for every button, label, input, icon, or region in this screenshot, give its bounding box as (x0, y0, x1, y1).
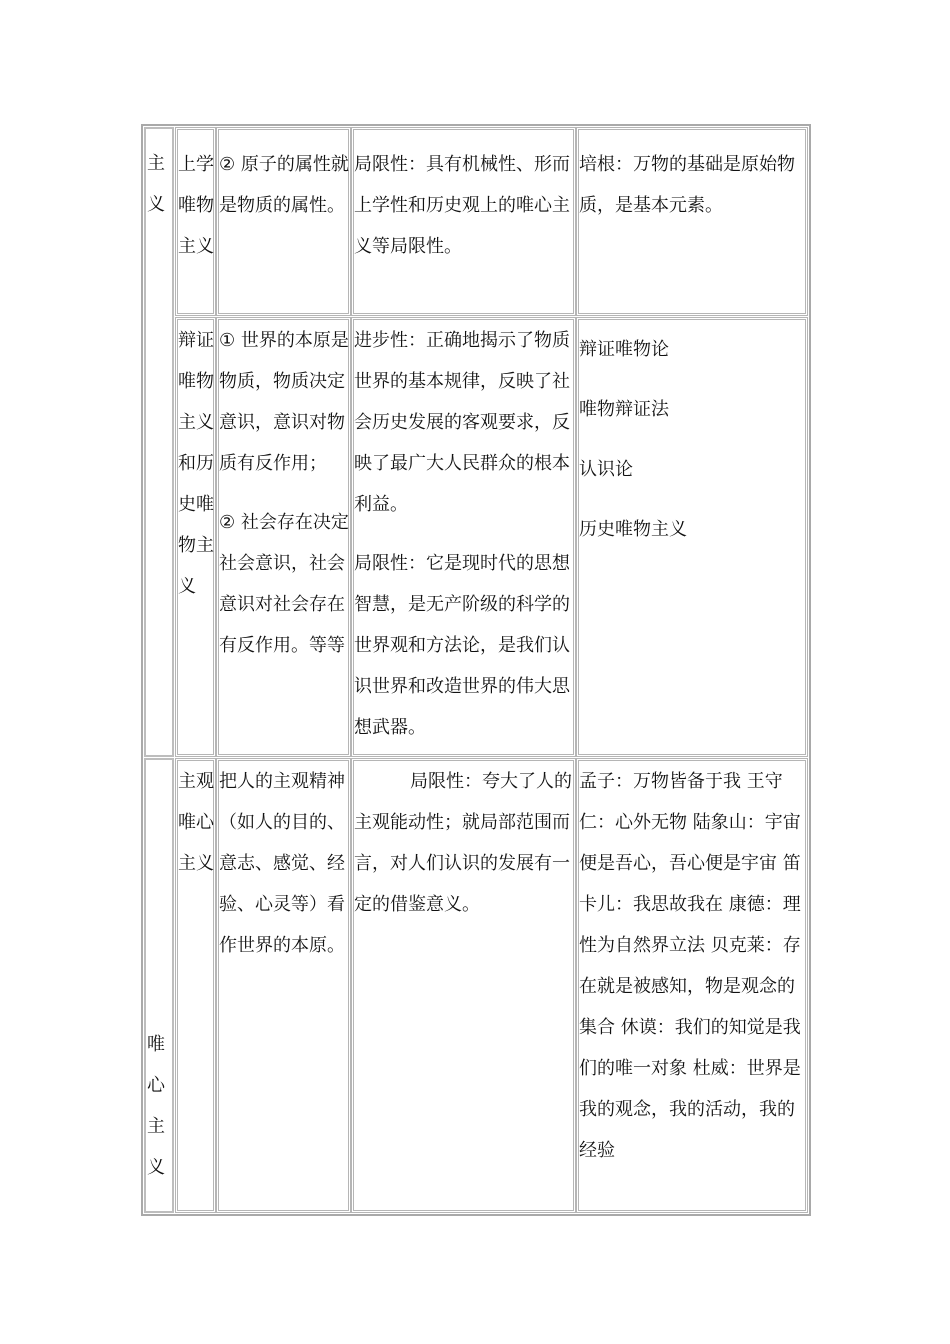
row-2-view-list (219, 320, 351, 666)
row-1-name-cell (175, 127, 216, 316)
row-1-view: ② 原子的属性就是物质的属性。 (219, 154, 349, 216)
row-2-evaluation-cell (351, 317, 576, 757)
row-2-name-cell (175, 317, 216, 757)
row-3-evaluation: 局限性：夸大了人的主观能动性；就局部范围而言，对人们认识的发展有一定的借鉴意义。 (354, 771, 572, 915)
row-2-view-point: ① 世界的本原是物质，物质决定意识，意识对物质有反作用； (219, 330, 349, 474)
row-1-representatives-cell (576, 127, 808, 316)
row-3-name-cell (175, 758, 216, 1213)
row-1-view-cell (216, 127, 351, 316)
category-cell-materialism (144, 127, 174, 757)
representative-item: 唯物辩证法 (579, 399, 669, 420)
row-1-evaluation-cell (351, 127, 576, 316)
representative-item: 认识论 (579, 459, 633, 480)
row-2-evaluation-point: 进步性：正确地揭示了物质世界的基本规律，反映了社会历史发展的客观要求，反映了最广大人民群众的根本利益。 (354, 330, 570, 515)
row-3-name: 主观唯心主义 (178, 771, 214, 874)
row-2-evaluation-list (354, 320, 574, 748)
row-2-name: 辩证唯物主义和历史唯物主义 (178, 330, 214, 597)
row-2-evaluation-point: 局限性：它是现时代的思想智慧，是无产阶级的科学的世界观和方法论，是我们认识世界和改造世界的伟大思想武器。 (354, 553, 570, 738)
row-3-view: 把人的主观精神（如人的目的、意志、感觉、经验、心灵等）看作世界的本原。 (219, 771, 345, 956)
row-2-view-cell (216, 317, 351, 757)
row-3-view-cell (216, 758, 351, 1213)
row-3-evaluation-cell (351, 758, 576, 1213)
row-2-representatives-list (579, 320, 809, 560)
category-cell-idealism (144, 758, 174, 1213)
row-1-representatives: 培根：万物的基础是原始物质，是基本元素。 (579, 154, 795, 216)
row-1-name: 上学唯物主义 (178, 154, 214, 257)
representative-item: 辩证唯物论 (579, 339, 669, 360)
row-2-representatives-cell (576, 317, 808, 757)
representative-item: 历史唯物主义 (579, 519, 687, 540)
row-2-view-point: ② 社会存在决定社会意识，社会意识对社会存在有反作用。等等 (219, 512, 349, 656)
row-1-evaluation: 局限性：具有机械性、形而上学性和历史观上的唯心主义等局限性。 (354, 154, 570, 257)
category-label-materialism: 主义 (147, 153, 165, 215)
row-3-representatives-cell (576, 758, 808, 1213)
category-label-idealism: 唯心主义 (147, 1034, 165, 1178)
row-3-representatives: 孟子：万物皆备于我 王守仁：心外无物 陆象山：宇宙便是吾心，吾心便是宇宙 笛卡儿：我思故我在 康德：理性为自然界立法 贝克莱：存在就是被感知，物是观念的集合 休谟：我们的知觉是我们的唯一对象 杜威：世界是我的观念，我的活动，我的经验 (579, 771, 801, 1161)
